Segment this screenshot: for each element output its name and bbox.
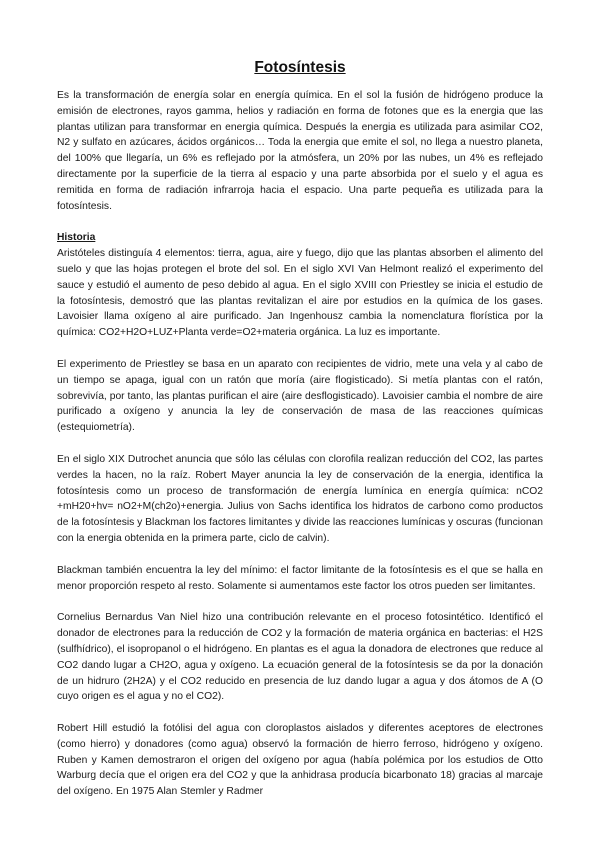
paragraph-siglo-xix: En el siglo XIX Dutrochet anuncia que sólo las células con clorofila realizan reducción del CO2, las partes verdes la hacen, no la raíz. Robert Mayer anuncia la ley de conservación de la energia, identifica la fotosíntesis como un proceso de transformación de energía lumínica en energía química: nCO2 +mH20+hv= nO2+M(ch2o)+energia. Julius von Sachs identifica los hidratos de carbono como productos de la fotosíntesis y Blackman los factores limitantes y divide las reacciones lumínicas y oscuras (funcionan con la energia obtenida en la primera parte, ciclo de calvin). — [57, 453, 543, 544]
paragraph-priestley: El experimento de Priestley se basa en un aparato con recipientes de vidrio, mete una vela y al cabo de un tiempo se apaga, igual con un ratón que moría (aire flogisticado). Si metía plantas con el ratón, sobrevivía, por tanto, las plantas purifican el aire (aire desflogisticado). Lavoisier cambia el nombre de aire purificado a oxígeno y anuncia la ley de conservación de masa de las reacciones químicas (estequiometría). — [57, 358, 543, 434]
page-title: Fotosíntesis — [254, 59, 346, 76]
intro-paragraph: Es la transformación de energía solar en energía química. En el sol la fusión de hidrógeno produce la emisión de electrones, rayos gamma, helios y radiación en forma de fotones que es la energia que las plantas utilizan para transformar en energia química. Después la energia es utilizada para asimilar CO2, N2 y sulfato en azúcares, ácidos orgánicos… Toda la energia que emite el sol, no llega a nuestro planeta, del 100% que llegaría, un 6% es reflejado por la atmósfera, un 20% por las nubes, un 4% es reflejado directamente por la superficie de la tierra al espacio y una parte absorbida por el suelo y el agua es remitida en forma de radiación infrarroja hacia el espacio. Una parte pequeña es utilizada para la fotosíntesis. — [57, 90, 543, 212]
paragraph-aristoteles: Aristóteles distinguía 4 elementos: tierra, agua, aire y fuego, dijo que las plantas absorben el alimento del suelo y que las hojas protegen el brote del sol. En el siglo XVI Van Helmont realizó el experimento del sauce y estudió el aumento de peso debido al agua. En el siglo XVIII con Priestley se inicia el estudio de la fotosíntesis, demostró que las plantas revitalizan el aire por estudios en la química de los gases. Lavoisier llama oxígeno al aire purificado. Jan Ingenhousz cambia la nomenclatura florística por la química: CO2+H2O+LUZ+Planta verde=O2+materia orgánica. La luz es importante. — [57, 248, 543, 339]
paragraph-blackman: Blackman también encuentra la ley del mínimo: el factor limitante de la fotosíntesis es el que se halla en menor proporción respeto al resto. Solamente si aumentamos este factor los otros pueden ser limitantes. — [57, 564, 543, 592]
section-heading-historia: Historia — [57, 232, 96, 244]
paragraph-robert-hill: Robert Hill estudió la fotólisi del agua con cloroplastos aislados y diferentes aceptores de electrones (como hierro) y donadores (como agua) observó la formación de hierro ferroso, hidrógeno y oxígeno. Ruben y Kamen demostraron el origen del oxígeno por agua (había polémica por los estudios de Otto Warburg decía que el origen era del CO2 y que la anhidrasa producía bicarbonato 18) gracias al marcaje del oxígeno. En 1975 Alan Stemler y Radmer — [57, 723, 543, 798]
paragraph-van-niel: Cornelius Bernardus Van Niel hizo una contribución relevante en el proceso fotosintético. Identificó el donador de electrones para la reducción de CO2 y la formación de materia orgánica en bacterias: el H2S (sulfhídrico), el isopropanol o el hidrógeno. En plantas es el agua la donadora de electrones que reduce al CO2 dando lugar a CH2O, agua y oxígeno. La ecuación general de la fotosíntesis se da por la donación de un hidruro (2H2A) y el CO2 reducido en presencia de luz dando lugar a agua y dos átomos de A (O cuyo origen es el agua y no el CO2). — [57, 612, 543, 703]
